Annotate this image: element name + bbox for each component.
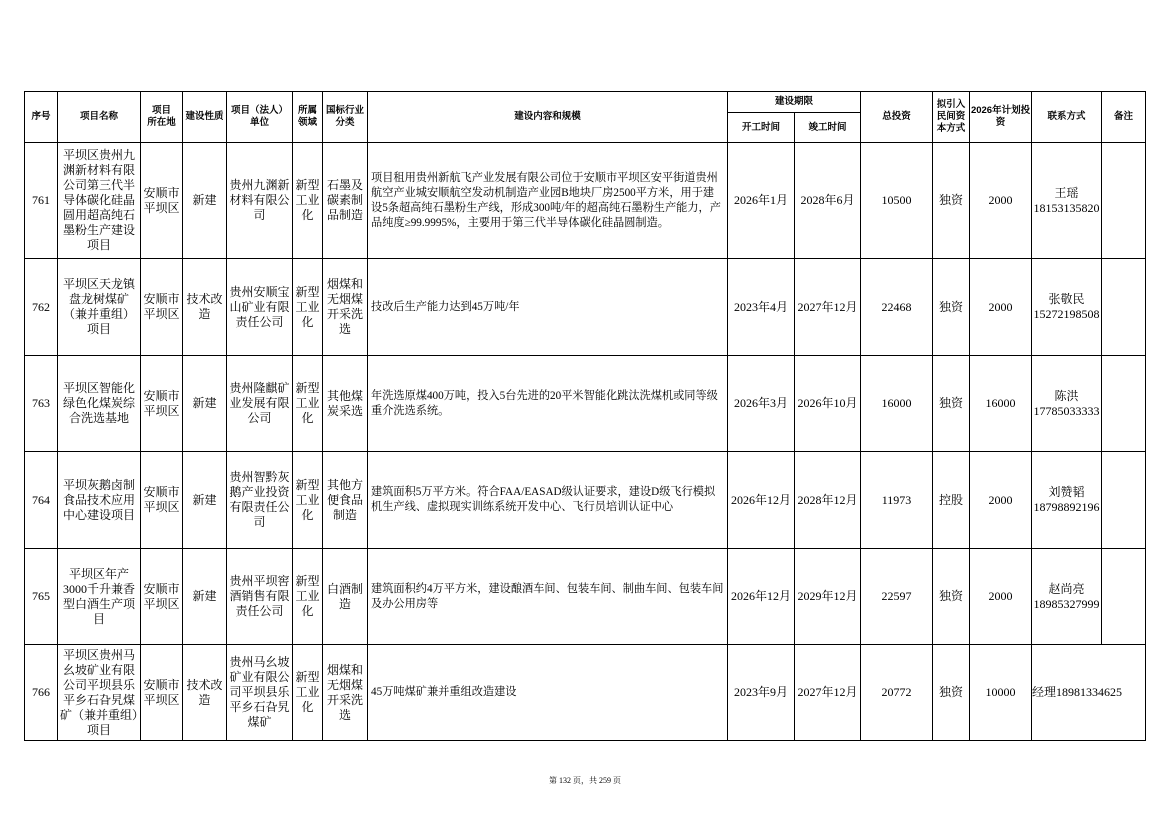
total-investment: 22468 — [861, 259, 933, 356]
contact-phone: 18153135820 — [1033, 200, 1100, 215]
header-index: 序号 — [25, 92, 58, 143]
industry-class: 白酒制造 — [323, 549, 368, 645]
total-investment: 10500 — [861, 143, 933, 259]
contact-name: 刘赞韬 — [1048, 485, 1085, 499]
remarks — [1102, 452, 1146, 549]
contact — [1032, 549, 1102, 645]
end-date: 2026年10月 — [795, 356, 861, 452]
remarks — [1102, 143, 1146, 259]
project-location: 安顺市平坝区 — [141, 452, 183, 549]
header-content: 建设内容和规模 — [368, 92, 728, 143]
table-row — [25, 259, 1146, 356]
start-date: 2026年12月 — [728, 452, 795, 549]
legal-entity: 贵州安顺宝山矿业有限责任公司 — [227, 259, 293, 356]
legal-entity: 贵州隆麒矿业发展有限公司 — [227, 356, 293, 452]
table-row — [25, 452, 1146, 549]
start-date: 2026年12月 — [728, 549, 795, 645]
row-index: 766 — [25, 645, 58, 741]
plan-2026-investment: 2000 — [970, 259, 1032, 356]
plan-2026-investment: 16000 — [970, 356, 1032, 452]
total-investment: 22597 — [861, 549, 933, 645]
header-private-capital-mode: 拟引入 民间资 本方式 — [933, 92, 970, 143]
sector: 新型工业化 — [293, 452, 323, 549]
construction-type: 技术改造 — [183, 645, 227, 741]
header-remarks: 备注 — [1102, 92, 1146, 143]
contact-phone: 18985327999 — [1033, 596, 1100, 611]
contact-phone: 17785033333 — [1033, 403, 1100, 418]
table-row — [25, 645, 1146, 741]
industry-class: 石墨及碳素制品制造 — [323, 143, 368, 259]
plan-2026-investment: 10000 — [970, 645, 1032, 741]
legal-entity: 贵州平坝窖酒销售有限责任公司 — [227, 549, 293, 645]
row-index: 765 — [25, 549, 58, 645]
project-location: 安顺市平坝区 — [141, 356, 183, 452]
construction-type: 新建 — [183, 452, 227, 549]
contact-name: 陈洪 — [1054, 388, 1079, 403]
content-scale: 45万吨煤矿兼并重组改造建设 — [368, 645, 728, 741]
start-date: 2026年3月 — [728, 356, 795, 452]
end-date: 2028年6月 — [795, 143, 861, 259]
header-end: 竣工时间 — [795, 113, 861, 143]
contact-phone: 15272198508 — [1033, 307, 1100, 321]
private-capital-mode: 独资 — [933, 259, 970, 356]
content-scale: 技改后生产能力达到45万吨/年 — [368, 259, 728, 356]
project-location: 安顺市平坝区 — [141, 645, 183, 741]
project-location: 安顺市平坝区 — [141, 259, 183, 356]
header-total-investment: 总投资 — [861, 92, 933, 143]
content-scale: 年洗选原煤400万吨，投入5台先进的20平米智能化跳汰洗煤机或同等级重介洗选系统。 — [368, 356, 728, 452]
end-date: 2027年12月 — [795, 645, 861, 741]
header-row — [25, 92, 1146, 113]
content-scale: 建筑面积5万平方米。符合FAA/EASAD级认证要求，建设D级飞行模拟机生产线、虚拟现实训练系统开发中心、飞行员培训认证中心 — [368, 452, 728, 549]
page-number-footer: 第 132 页，共 259 页 — [549, 776, 621, 785]
project-name: 平坝灰鹅卤制食品技术应用中心建设项目 — [58, 452, 141, 549]
contact-name: 王瑶 — [1054, 185, 1079, 200]
start-date: 2023年4月 — [728, 259, 795, 356]
end-date: 2027年12月 — [795, 259, 861, 356]
contact-name: 张敬民 — [1048, 292, 1085, 306]
header-sector: 所属 领域 — [293, 92, 323, 143]
contact — [1032, 356, 1102, 452]
end-date: 2028年12月 — [795, 452, 861, 549]
header-project-name: 项目名称 — [58, 92, 141, 143]
table-row — [25, 549, 1146, 645]
plan-2026-investment: 2000 — [970, 143, 1032, 259]
project-name: 平坝区年产3000千升兼香型白酒生产项目 — [58, 549, 141, 645]
project-table — [24, 91, 1146, 741]
project-name: 平坝区天龙镇盘龙树煤矿（兼并重组）项目 — [58, 259, 141, 356]
private-capital-mode: 独资 — [933, 143, 970, 259]
sector: 新型工业化 — [293, 549, 323, 645]
total-investment: 16000 — [861, 356, 933, 452]
sector: 新型工业化 — [293, 259, 323, 356]
project-name: 平坝区贵州九渊新材料有限公司第三代半导体碳化硅晶圆用超高纯石墨粉生产建设项目 — [58, 143, 141, 259]
legal-entity: 贵州马幺坡矿业有限公司平坝县乐平乡石旮旯煤矿 — [227, 645, 293, 741]
plan-2026-investment: 2000 — [970, 452, 1032, 549]
row-index: 764 — [25, 452, 58, 549]
industry-class: 烟煤和无烟煤开采洗选 — [323, 645, 368, 741]
header-plan-2026: 2026年计划投 资 — [970, 92, 1032, 143]
contact-phone: 18798892196 — [1033, 500, 1100, 514]
sector: 新型工业化 — [293, 356, 323, 452]
header-contact: 联系方式 — [1032, 92, 1102, 143]
contact: 经理18981334625 — [1032, 645, 1146, 741]
remarks — [1102, 259, 1146, 356]
construction-type: 新建 — [183, 143, 227, 259]
private-capital-mode: 独资 — [933, 549, 970, 645]
industry-class: 其他方便食品制造 — [323, 452, 368, 549]
table-row — [25, 356, 1146, 452]
sector: 新型工业化 — [293, 645, 323, 741]
content-scale: 建筑面积约4万平方米，建设酿酒车间、包装车间、制曲车间、包装车间及办公用房等 — [368, 549, 728, 645]
total-investment: 11973 — [861, 452, 933, 549]
row-index: 762 — [25, 259, 58, 356]
private-capital-mode: 独资 — [933, 356, 970, 452]
contact — [1032, 259, 1102, 356]
row-index: 761 — [25, 143, 58, 259]
project-location: 安顺市平坝区 — [141, 549, 183, 645]
header-legal-entity: 项目（法人） 单位 — [227, 92, 293, 143]
header-industry: 国标行业 分类 — [323, 92, 368, 143]
plan-2026-investment: 2000 — [970, 549, 1032, 645]
content-scale: 项目租用贵州新航飞产业发展有限公司位于安顺市平坝区安平街道贵州航空产业城安顺航空发动机制造产业园B地块厂房2500平方米，用于建设5条超高纯石墨粉生产线，形成300吨/年的超高纯石墨粉生产能力，产品纯度≥99.9995%，主要用于第三代半导体碳化硅晶圆制造。 — [368, 143, 728, 259]
construction-type: 新建 — [183, 356, 227, 452]
project-location: 安顺市平坝区 — [141, 143, 183, 259]
row-index: 763 — [25, 356, 58, 452]
remarks — [1102, 549, 1146, 645]
start-date: 2023年9月 — [728, 645, 795, 741]
end-date: 2029年12月 — [795, 549, 861, 645]
start-date: 2026年1月 — [728, 143, 795, 259]
contact — [1032, 143, 1102, 259]
contact — [1032, 452, 1102, 549]
industry-class: 烟煤和无烟煤开采洗选 — [323, 259, 368, 356]
legal-entity: 贵州九渊新材料有限公司 — [227, 143, 293, 259]
sector: 新型工业化 — [293, 143, 323, 259]
header-construction-type: 建设性质 — [183, 92, 227, 143]
private-capital-mode: 独资 — [933, 645, 970, 741]
header-period: 建设期限 — [728, 92, 861, 113]
construction-type: 技术改造 — [183, 259, 227, 356]
remarks — [1102, 356, 1146, 452]
industry-class: 其他煤炭采选 — [323, 356, 368, 452]
table-row — [25, 143, 1146, 259]
project-name: 平坝区智能化绿色化煤炭综合洗选基地 — [58, 356, 141, 452]
header-start: 开工时间 — [728, 113, 795, 143]
legal-entity: 贵州智黔灰鹅产业投资有限责任公司 — [227, 452, 293, 549]
private-capital-mode: 控股 — [933, 452, 970, 549]
project-name: 平坝区贵州马幺坡矿业有限公司平坝县乐平乡石旮旯煤矿（兼并重组）项目 — [58, 645, 141, 741]
total-investment: 20772 — [861, 645, 933, 741]
header-location: 项目 所在地 — [141, 92, 183, 143]
construction-type: 新建 — [183, 549, 227, 645]
contact-name: 赵尚亮 — [1048, 581, 1085, 596]
